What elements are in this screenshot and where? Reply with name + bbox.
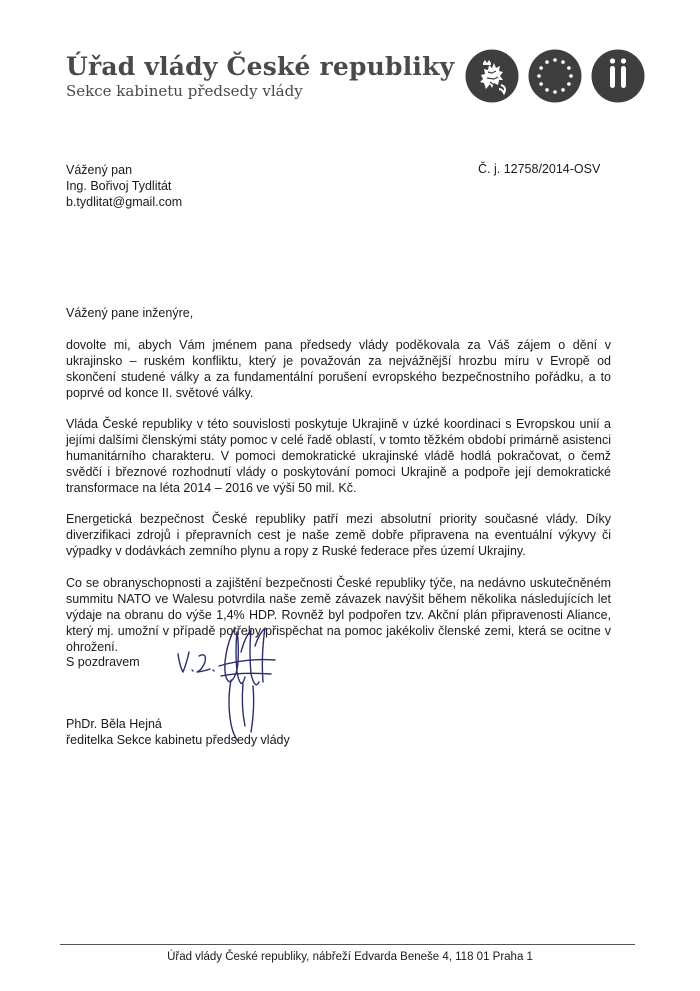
salutation: Vážený pane inženýre, [66, 306, 194, 320]
signer-title: ředitelka Sekce kabinetu předsedy vlády [66, 733, 290, 747]
recipient-name: Ing. Bořivoj Tydlitát [66, 179, 172, 193]
paragraph-4: Co se obranyschopnosti a zajištění bezpečnosti České republiky týče, na nedávno uskutečněném summitu NATO ve Walesu potvrdila naše země závazek navýšit během několika následujících let výdaje na obranu do výše 1,4% HDP. Rovněž byl podpořen tzv. Akční plán připravenosti Aliance, který mj. umožní v případě potřeby přispěchat na pomoc jakékoliv členské zemi, která se ocitne v ohrožení. [66, 576, 611, 654]
signer-block [66, 716, 290, 748]
paragraph-2: Vláda České republiky v této souvislosti poskytuje Ukrajině v úzké koordinaci s Evropskou unií a jejími dalšími členskými státy pomoc v celé řadě oblastí, v tomto těžkém období primárně asistenci humanitárního charakteru. V pomoci demokratické ukrajinské vládě hodlá pokračovat, o čemž svědčí i březnové rozhodnutí vlády o poskytování pomoci Ukrajině a podpoře její demokratické transformace na léta 2014 – 2016 ve výši 50 mil. Kč. [66, 417, 611, 495]
cz-eu-presidency-icon [591, 49, 645, 103]
footer-address: Úřad vlády České republiky, nábřeží Edvarda Beneše 4, 118 01 Praha 1 [167, 951, 533, 963]
paragraph-3: Energetická bezpečnost České republiky patří mezi absolutní priority současné vlády. Díky diverzifikaci zdrojů i přepravních cest je naše země dobře připravena na eventuální výkyvy či výpadky v dodávkách zemního plynu a ropy z Ruské federace přes území Ukrajiny. [66, 512, 611, 558]
org-subtitle: Sekce kabinetu předsedy vlády [66, 82, 303, 100]
org-name: Úřad vlády České republiky [66, 52, 455, 81]
recipient-address [66, 162, 182, 210]
logo-group [465, 49, 645, 104]
state-emblem-icon [465, 49, 519, 103]
eu-stars-icon [528, 49, 582, 103]
paragraph-1: dovolte mi, abych Vám jménem pana předsedy vlády poděkovala za Váš zájem o dění v ukrajinsko – ruském konfliktu, který je považován za nejvážnější hrozbu míru v Evropě od skončení studené války a za fundamentální porušení evropského bezpečnostního pořádku, a to poprvé od konce II. světové války. [66, 338, 611, 400]
closing: S pozdravem [66, 655, 140, 669]
recipient-email: b.tydlitat@gmail.com [66, 195, 183, 209]
recipient-line: Vážený pan [66, 163, 133, 177]
reference-number: Č. j. 12758/2014-OSV [478, 162, 601, 176]
signer-name: PhDr. Běla Hejná [66, 717, 162, 731]
footer-divider [60, 944, 635, 945]
